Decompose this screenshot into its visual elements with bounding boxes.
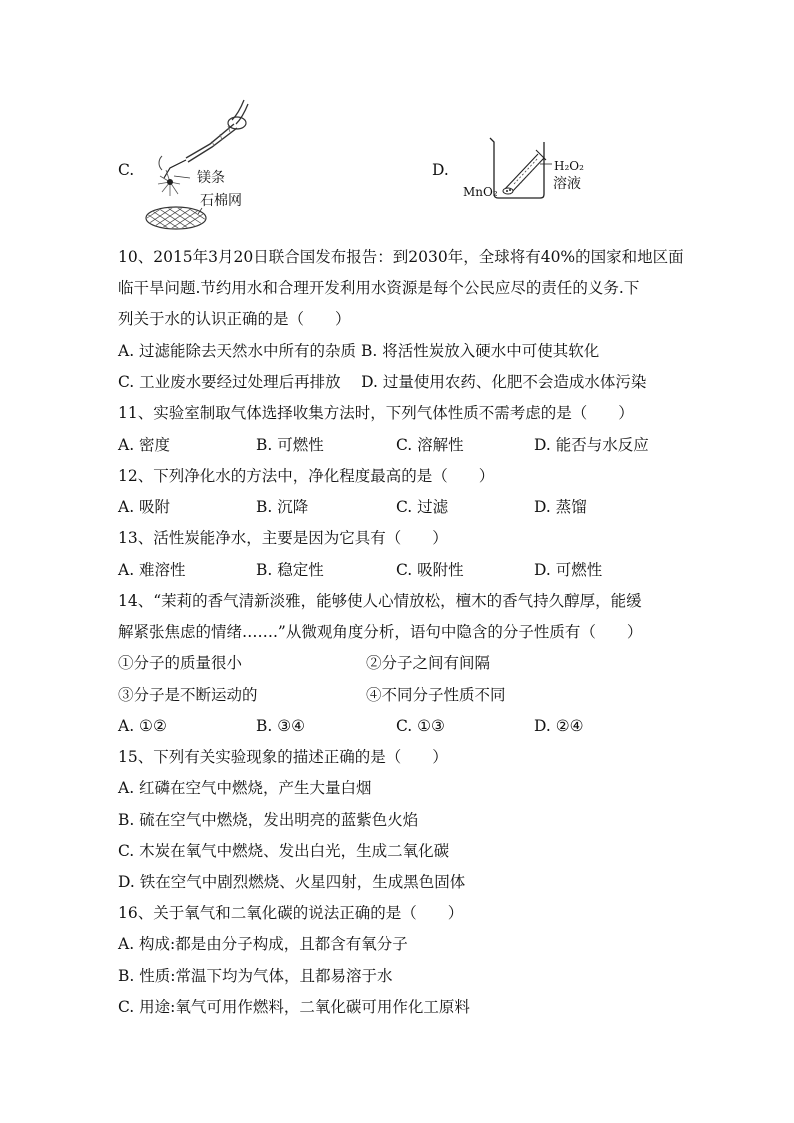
fig-d-h2o2-label: H₂O₂ [554,159,584,173]
magnesium-burning-figure [140,96,270,236]
q16-stem: 16、关于氧气和二氧化碳的说法正确的是（ ） [118,904,464,922]
q13-option-d[interactable]: D. 可燃性 [534,561,603,579]
q10-stem-line-2: 临干旱问题.节约用水和合理开发利用水资源是每个公民应尽的责任的义务.下 [118,279,640,297]
q16-option-a[interactable]: A. 构成:都是由分子构成，且都含有氧分子 [118,935,408,953]
fig-c-ribbon-label: 镁条 [197,170,225,186]
q12-option-b[interactable]: B. 沉降 [256,498,309,516]
fig-d-mno2-label: MnO₂ [463,185,498,199]
q10-stem-line-3: 列关于水的认识正确的是（ ） [118,310,351,328]
q10-stem-line-1: 10、2015年3月20日联合国发布报告：到2030年，全球将有40%的国家和地区面 [118,248,684,266]
q14-item-2: ②分子之间有间隔 [366,654,491,672]
q11-option-a[interactable]: A. 密度 [118,436,171,454]
q13-option-a[interactable]: A. 难溶性 [118,561,186,579]
q13-option-b[interactable]: B. 稳定性 [256,561,324,579]
q11-option-d[interactable]: D. 能否与水反应 [534,436,649,454]
q15-option-b[interactable]: B. 硫在空气中燃烧，发出明亮的蓝紫色火焰 [118,811,419,829]
q11-option-c[interactable]: C. 溶解性 [396,436,464,454]
q14-item-3: ③分子是不断运动的 [118,686,258,704]
q14-option-b[interactable]: B. ③④ [256,717,306,735]
q14-stem-line-1: 14、“茉莉的香气清新淡雅，能够使人心情放松，檀木的香气持久醇厚，能缓 [118,592,642,610]
q14-item-4: ④不同分子性质不同 [366,686,506,704]
q14-option-c[interactable]: C. ①③ [396,717,445,735]
q14-stem-line-2: 解紧张焦虑的情绪…….”从微观角度分析，语句中隐含的分子性质有（ ） [118,623,643,641]
q15-option-c[interactable]: C. 木炭在氧气中燃烧、发出白光，生成二氧化碳 [118,842,450,860]
q10-options-cd[interactable]: C. 工业废水要经过处理后再排放 D. 过量使用农药、化肥不会造成水体污染 [118,373,647,391]
q14-item-1: ①分子的质量很小 [118,654,243,672]
q9-option-c[interactable]: C. [118,161,135,179]
fig-d-solution-label: 溶液 [553,176,581,192]
q15-stem: 15、下列有关实验现象的描述正确的是（ ） [118,748,448,766]
q12-stem: 12、下列净化水的方法中，净化程度最高的是（ ） [118,467,495,485]
q9-option-d[interactable]: D. [432,161,449,179]
fig-c-gauze-label: 石棉网 [200,193,242,209]
q12-option-d[interactable]: D. 蒸馏 [534,498,587,516]
q12-option-a[interactable]: A. 吸附 [118,498,171,516]
q16-option-b[interactable]: B. 性质:常温下均为气体，且都易溶于水 [118,967,393,985]
q16-option-c[interactable]: C. 用途:氧气可用作燃料，二氧化碳可用作化工原料 [118,998,470,1016]
q11-stem: 11、实验室制取气体选择收集方法时，下列气体性质不需考虑的是（ ） [118,404,634,422]
q14-option-a[interactable]: A. ①② [118,717,167,735]
q13-option-c[interactable]: C. 吸附性 [396,561,464,579]
q13-stem: 13、活性炭能净水，主要是因为它具有（ ） [118,529,448,547]
q15-option-d[interactable]: D. 铁在空气中剧烈燃烧、火星四射，生成黑色固体 [118,873,466,891]
q11-option-b[interactable]: B. 可燃性 [256,436,324,454]
q12-option-c[interactable]: C. 过滤 [396,498,449,516]
q10-options-ab[interactable]: A. 过滤能除去天然水中所有的杂质 B. 将活性炭放入硬水中可使其软化 [118,342,600,360]
q14-option-d[interactable]: D. ②④ [534,717,584,735]
q15-option-a[interactable]: A. 红磷在空气中燃烧，产生大量白烟 [118,779,372,797]
